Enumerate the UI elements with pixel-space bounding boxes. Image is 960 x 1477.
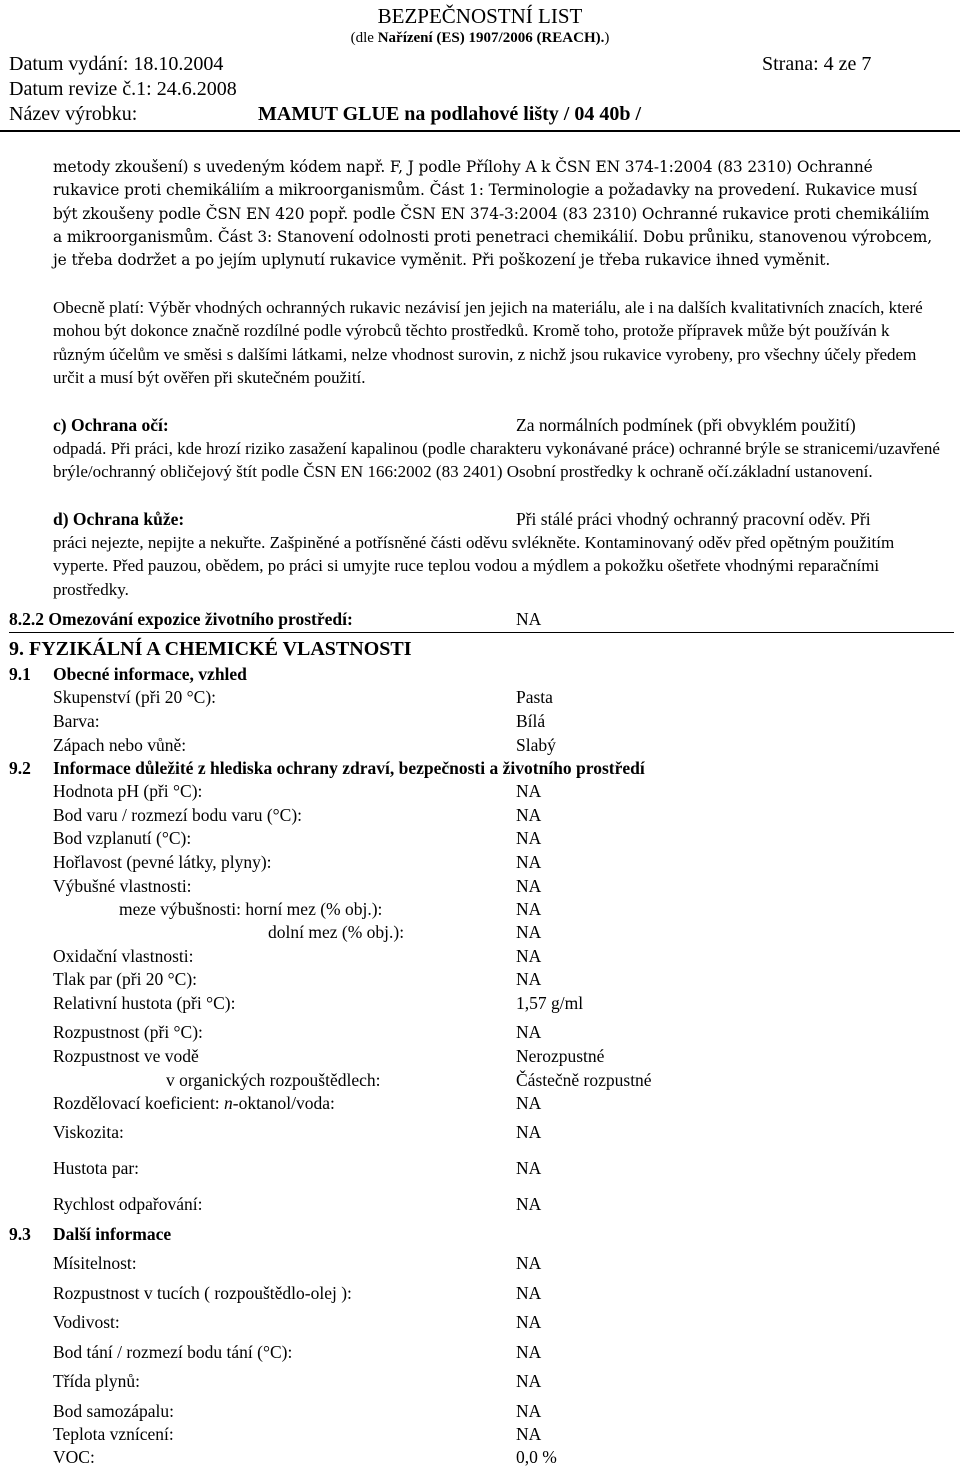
property-label: Výbušné vlastnosti:	[53, 876, 192, 896]
property-label: Hodnota pH (při °C):	[53, 781, 203, 801]
property-label: Barva:	[53, 711, 100, 731]
product-label: Název výrobku:	[9, 103, 138, 125]
subsection-9-2-title: Informace důležité z hlediska ochrany zdraví, bezpečnosti a životního prostředí	[53, 758, 645, 778]
skin-protection-label: d) Ochrana kůže:	[53, 509, 185, 529]
environment-exposure-label: 8.2.2 Omezování expozice životního prostředí:	[9, 609, 353, 629]
product-name: MAMUT GLUE na podlahové lišty / 04 40b /	[258, 103, 642, 125]
property-value: NA	[516, 946, 542, 966]
regulation-reference: (dle Nařízení (ES) 1907/2006 (REACH).)	[350, 30, 610, 46]
property-label: Rozdělovací koeficient: n-oktanol/voda:	[53, 1093, 335, 1113]
property-value: NA	[516, 781, 542, 801]
property-value: NA	[516, 805, 542, 825]
property-value: Pasta	[516, 687, 553, 707]
issue-date: Datum vydání: 18.10.2004	[9, 53, 224, 75]
property-value: NA	[516, 828, 542, 848]
document-title: BEZPEČNOSTNÍ LIST	[377, 4, 583, 28]
property-label: Rozpustnost ve vodě	[53, 1046, 199, 1066]
property-label: Tlak par (při 20 °C):	[53, 969, 198, 989]
eye-protection-label: c) Ochrana očí:	[53, 415, 169, 435]
subsection-9-3-title: Další informace	[53, 1224, 172, 1244]
property-value: NA	[516, 1401, 542, 1421]
subsection-9-1-number: 9.1	[9, 664, 31, 684]
property-value: NA	[516, 852, 542, 872]
property-value: Bílá	[516, 711, 546, 731]
property-value: Slabý	[516, 735, 556, 755]
property-label: Zápach nebo vůně:	[53, 735, 187, 755]
property-value: NA	[516, 1122, 542, 1142]
header-divider	[0, 130, 960, 132]
subsection-9-1-title: Obecné informace, vzhled	[53, 664, 247, 684]
property-value: NA	[516, 1158, 542, 1178]
eye-protection-first-line: Za normálních podmínek (při obvyklém použití)	[516, 415, 856, 435]
property-value: Nerozpustné	[516, 1046, 605, 1066]
property-label: Bod tání / rozmezí bodu tání (°C):	[53, 1342, 293, 1362]
property-value: NA	[516, 1342, 542, 1362]
property-value: Částečně rozpustné	[516, 1070, 652, 1090]
property-label: VOC:	[53, 1447, 95, 1467]
eye-protection-text: odpadá. Při práci, kde hrozí riziko zasažení kapalinou (podle charakteru vykonávané práce) ochranné brýle se stranicemi/uzavřené brýle/ochranný obličejový štít podle ČSN EN 166:2002 (83 2401) Osobní prostředky k ochraně očí.základní ustanovení.	[53, 439, 940, 482]
page-number: Strana: 4 ze 7	[762, 53, 872, 75]
skin-protection-text: práci nejezte, nepijte a nekuřte. Zašpiněné a potřísněné části oděvu svlékněte. Kontaminovaný oděv před opětným použitím vyperte. Před pauzou, obědem, po práci si umyjte ruce teplou vodou a mýdlem a pokožku ošetřete vhodnými reparačními prostředky.	[53, 533, 895, 599]
property-value: NA	[516, 899, 542, 919]
property-label: Hustota par:	[53, 1158, 140, 1178]
property-label: Třída plynů:	[53, 1371, 140, 1391]
property-value: NA	[516, 1424, 542, 1444]
property-label: Mísitelnost:	[53, 1253, 137, 1273]
revision-date: Datum revize č.1: 24.6.2008	[9, 78, 237, 100]
property-label: Rychlost odpařování:	[53, 1194, 203, 1214]
section-9-heading: 9. FYZIKÁLNÍ A CHEMICKÉ VLASTNOSTI	[9, 638, 412, 660]
property-label: Rozpustnost v tucích ( rozpouštědlo-olej ):	[53, 1283, 352, 1303]
property-label: Bod samozápalu:	[53, 1401, 175, 1421]
property-value: NA	[516, 1312, 542, 1332]
property-value: NA	[516, 969, 542, 989]
property-label: Rozpustnost (při °C):	[53, 1022, 203, 1042]
property-value: NA	[516, 1093, 542, 1113]
property-label: Hořlavost (pevné látky, plyny):	[53, 852, 272, 872]
property-label: dolní mez (% obj.):	[268, 922, 405, 942]
property-value: NA	[516, 1194, 542, 1214]
environment-exposure-value: NA	[516, 609, 542, 629]
property-value: NA	[516, 1283, 542, 1303]
property-value: NA	[516, 1253, 542, 1273]
skin-protection-first-line: Při stálé práci vhodný ochranný pracovní oděv. Při	[516, 509, 871, 529]
property-value: NA	[516, 876, 542, 896]
property-label: Relativní hustota (při °C):	[53, 993, 236, 1013]
property-label: Viskozita:	[53, 1122, 124, 1142]
property-label: Bod varu / rozmezí bodu varu (°C):	[53, 805, 303, 825]
gloves-general-paragraph: Obecně platí: Výběr vhodných ochranných rukavic nezávisí jen jejich na materiálu, ale i na dalších kvalitativních znacích, které mohou být dokonce značně rozdílné podle výrobců těchto prostředků. Kromě toho, protože přípravek může být používán k různým účelům ve směsi s dalšími látkami, nelze vhodnost surovin, z nichž jsou rukavice vyrobeny, pro všechny účely předem určit a musí být ověřen při skutečném použití.	[53, 298, 923, 387]
property-label: v organických rozpouštědlech:	[166, 1070, 381, 1090]
property-label: meze výbušnosti: horní mez (% obj.):	[119, 899, 383, 919]
property-value: NA	[516, 1022, 542, 1042]
property-value: 1,57 g/ml	[516, 993, 584, 1013]
property-label: Bod vzplanutí (°C):	[53, 828, 192, 848]
gloves-standards-paragraph: metody zkoušení) s uvedeným kódem např. F, J podle Přílohy A k ČSN EN 374-1:2004 (83 2310) Ochranné rukavice proti chemikáliím a mikroorganismům. Část 1: Terminologie a požadavky na provedení. Rukavice musí být zkoušeny podle ČSN EN 420 popř. podle ČSN EN 374-3:2004 (83 2310) Ochranné rukavice proti chemikáliím a mikroorganismům. Část 3: Stanovení odolnosti proti penetraci chemikálií. Dobu průniku, stanovenou výrobcem, je třeba dodržet a po jejím uplynutí rukavice vyměnit. Při poškození je třeba rukavice ihned vyměnit.	[53, 158, 933, 270]
section-divider	[9, 632, 954, 633]
subsection-9-2-number: 9.2	[9, 758, 31, 778]
property-label: Skupenství (při 20 °C):	[53, 687, 217, 707]
property-value: 0,0 %	[516, 1447, 557, 1467]
property-value: NA	[516, 922, 542, 942]
property-label: Oxidační vlastnosti:	[53, 946, 194, 966]
property-value: NA	[516, 1371, 542, 1391]
property-label: Teplota vznícení:	[53, 1424, 174, 1444]
property-label: Vodivost:	[53, 1312, 120, 1332]
subsection-9-3-number: 9.3	[9, 1224, 31, 1244]
